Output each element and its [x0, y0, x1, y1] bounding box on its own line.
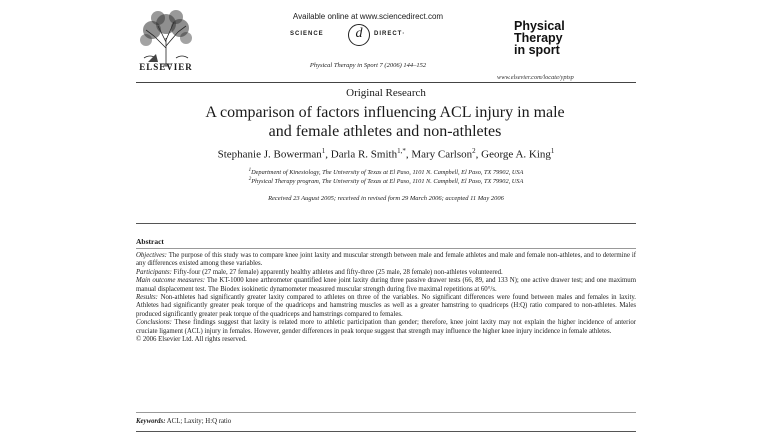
journal-title-line: Physical [514, 19, 565, 33]
affiliation [136, 168, 636, 176]
author-name[interactable]: George A. King [481, 148, 551, 161]
footer-divider [136, 431, 636, 432]
author-separator: , [475, 148, 482, 161]
keywords-text: ACL; Laxity; H:Q ratio [165, 418, 232, 425]
author-list [136, 147, 636, 161]
abstract-paragraph-objectives [136, 252, 636, 269]
article-title [150, 103, 620, 141]
author-affiliation-mark: 1,* [397, 147, 406, 155]
abstract-label: Results: [136, 294, 158, 302]
author-name[interactable]: Darla R. Smith [330, 148, 398, 161]
journal-title-block [514, 20, 614, 56]
available-online-text: Available online at www.sciencedirect.com [292, 12, 444, 21]
header-divider [136, 82, 636, 83]
abstract-label: Conclusions: [136, 319, 172, 327]
abstract-paragraph-outcome [136, 277, 636, 294]
abstract-paragraph-conclusions [136, 319, 636, 336]
sciencedirect-right: DIRECT· [374, 31, 406, 37]
article-type: Original Research [346, 87, 426, 99]
section-divider [136, 223, 636, 224]
abstract-paragraph-participants [136, 269, 636, 277]
sciencedirect-left: SCIENCE [290, 31, 324, 37]
author-affiliation-mark: 2 [472, 147, 476, 155]
abstract-text: These findings suggest that laxity is related more to athletic participation than gender; therefore, knee joint laxity may not explain the higher incidence of anterior cruciate ligament (ACL) injury in females. However, gender differences in peak torque suggest that strength may influence the higher knee injury incidence in female athletes. [136, 319, 636, 335]
abstract-text: The purpose of this study was to compare knee joint laxity and muscular strength between male and female athletes and male and female non-athletes, and to determine if any differences existed among these variables. [136, 252, 636, 268]
keywords [136, 418, 231, 425]
affiliation-text: Physical Therapy program, The University of Texas at El Paso, 1101 N. Campbell, El Paso, TX 79902, USA [251, 178, 524, 186]
keywords-divider [136, 412, 636, 413]
journal-title-line: Therapy [514, 31, 563, 45]
abstract-text: Non-athletes had significantly greater laxity compared to athletes on three of the variables. No significant differences were found between males and females in laxity. Athletes had significantly greater peak torque of the quadriceps and hamstring muscles as well as a greater hamstring to quadriceps (H:Q) ratio compared to non-athletes. Males produced significantly greater peak torque of the quadriceps and hamstrings compared to females. [136, 294, 636, 318]
article-title-line: A comparison of factors influencing ACL injury in male [205, 104, 565, 121]
journal-url-link[interactable]: www.elsevier.com/locate/yptsp [497, 74, 574, 81]
author-separator: , [325, 148, 331, 161]
affiliation [136, 177, 636, 185]
received-dates: Received 23 August 2005; received in revised form 29 March 2006; accepted 11 May 2006 [268, 195, 504, 202]
sciencedirect-logo [282, 24, 458, 46]
publisher-logo-text: ELSEVIER [139, 62, 193, 72]
author-affiliation-mark: 1 [321, 147, 326, 155]
abstract-copyright: © 2006 Elsevier Ltd. All rights reserved. [136, 336, 247, 344]
journal-title-line: in sport [514, 43, 560, 57]
affiliation-mark: 2 [248, 177, 252, 182]
affiliation-mark: 1 [248, 168, 252, 173]
abstract-heading: Abstract [136, 237, 164, 246]
affiliation-text: Department of Kinesiology, The University of Texas at El Paso, 1101 N. Campbell, El Paso, TX 79902, USA [251, 169, 524, 177]
elsevier-tree-logo [136, 8, 196, 70]
abstract-divider [136, 248, 636, 249]
abstract-label: Objectives: [136, 252, 167, 259]
author-separator: , [405, 148, 412, 161]
journal-citation: Physical Therapy in Sport 7 (2006) 144–152 [309, 62, 427, 69]
keywords-label: Keywords: [136, 418, 166, 425]
author-affiliation-mark: 1 [550, 147, 555, 155]
abstract-body [136, 252, 636, 344]
sciencedirect-at-icon: d [348, 24, 370, 46]
abstract-paragraph-results [136, 294, 636, 319]
abstract-label: Main outcome measures: [136, 277, 206, 285]
abstract-text: Fifty-four (27 male, 27 female) apparently healthy athletes and fifty-three (25 male, 28 female) non-athletes volunteered. [171, 268, 503, 276]
author-name[interactable]: Mary Carlson [411, 148, 473, 161]
author-name[interactable]: Stephanie J. Bowerman [217, 148, 322, 161]
abstract-label: Participants: [136, 268, 172, 276]
article-title-line: and female athletes and non-athletes [268, 123, 502, 140]
abstract-text: The KT-1000 knee arthrometer quantified knee joint laxity during three passive drawer tests (66, 89, and 133 N); one active drawer test; and one maximum manual displacement test. The Biodex isokinetic dynamometer measured muscular strength during five maximal repetitions at 60°/s. [136, 277, 636, 293]
